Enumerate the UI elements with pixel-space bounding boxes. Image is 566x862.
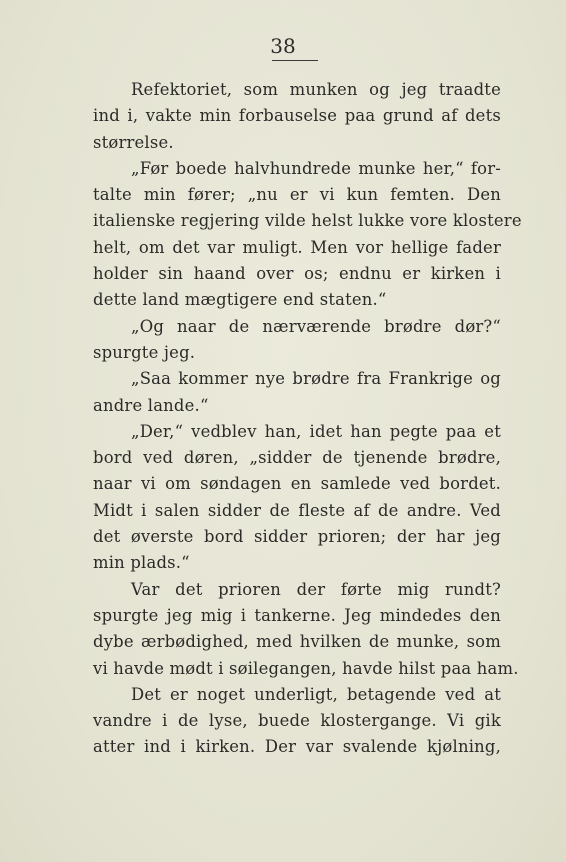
text-line: bord ved døren, „sidder de tjenende brødre,: [93, 448, 501, 468]
text-line: Refektoriet, som munken og jeg traadte: [131, 80, 501, 99]
text-line: spurgte jeg mig i tankerne. Jeg mindedes den: [93, 605, 501, 625]
text-line: naar vi om søndagen en samlede ved bordet.: [93, 474, 501, 494]
text-line: atter ind i kirken. Der var svalende kjølning,: [93, 737, 501, 757]
text-line: Det er noget underligt, betagende ved at: [131, 684, 501, 704]
text-line: „Og naar de nærværende brødre dør?“: [131, 316, 501, 336]
text-line: andre lande.“: [93, 395, 209, 415]
text-line: „Saa kommer nye brødre fra Frankrige og: [131, 369, 501, 389]
text-line: Var det prioren der førte mig rundt?: [131, 579, 501, 599]
text-line: helt, om det var muligt. Men vor hellige fader: [93, 237, 501, 257]
text-line: ind i, vakte min forbauselse paa grund af dets: [93, 106, 501, 126]
text-line: dette land mægtigere end staten.“: [93, 290, 387, 310]
text-line: „Før boede halvhundrede munke her,“ for-: [131, 158, 501, 178]
text-line: talte min fører; „nu er vi kun femten. Den: [93, 185, 501, 205]
page-number: 38: [270, 34, 296, 58]
text-line: „Der,“ vedblev han, idet han pegte paa et: [131, 421, 501, 441]
text-line: italienske regjering vilde helst lukke vore klostere: [93, 211, 522, 231]
text-line: vi havde mødt i søilegangen, havde hilst paa ham.: [93, 658, 519, 678]
text-line: vandre i de lyse, buede klostergange. Vi gik: [93, 711, 501, 731]
text-line: dybe ærbødighed, med hvilken de munke, som: [93, 632, 501, 652]
text-line: spurgte jeg.: [93, 342, 196, 362]
text-line: min plads.“: [93, 553, 190, 573]
text-line: holder sin haand over os; endnu er kirken i: [93, 264, 501, 284]
text-line: det øverste bord sidder prioren; der har jeg: [93, 527, 501, 547]
text-line: Midt i salen sidder de fleste af de andre. Ved: [93, 500, 501, 520]
text-line: størrelse.: [93, 132, 174, 152]
body-text: [93, 77, 522, 761]
page-number-rule: [272, 60, 318, 61]
